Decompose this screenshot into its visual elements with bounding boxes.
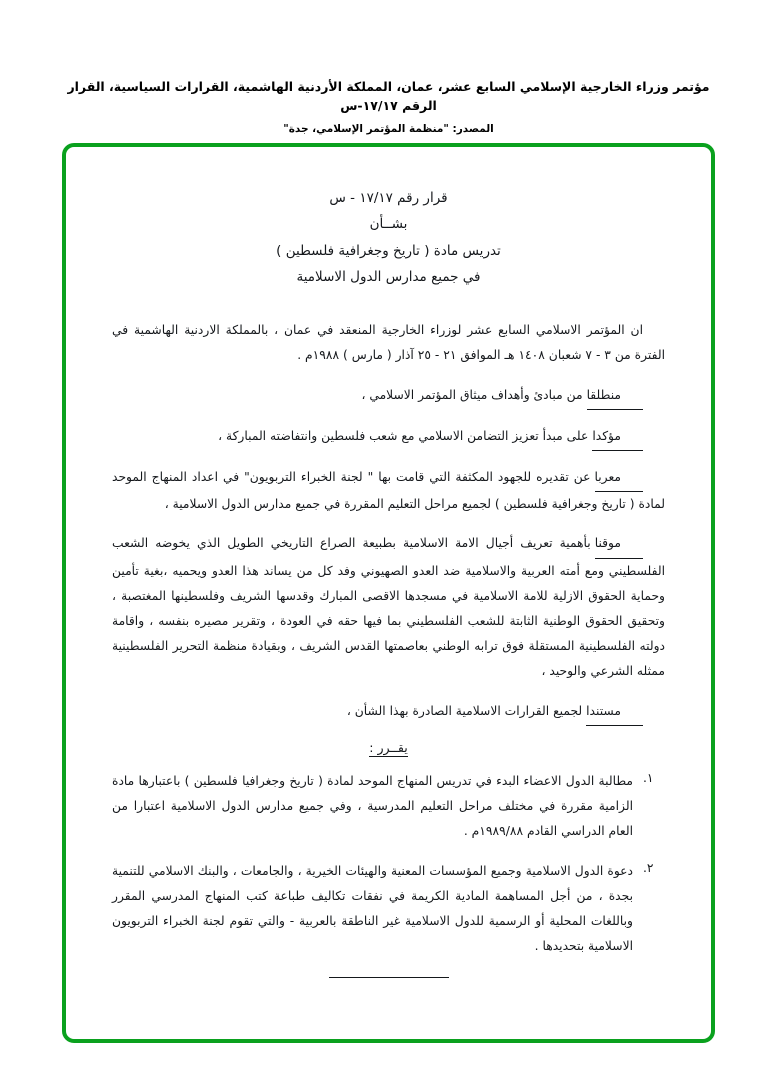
about-label: بشــأن [369,216,408,233]
clause-lead-2: مؤكدا [592,424,643,451]
resolution-items-list [112,769,665,959]
clause-text-2: على مبدأ تعزيز التضامن الاسلامي مع شعب فلسطين وانتفاضته المباركة ، [218,428,589,443]
clause-text-5: لجميع القرارات الاسلامية الصادرة بهذا الشأن ، [346,703,583,718]
list-item [112,859,665,960]
clause-text-4: بأهمية تعريف أجيال الامة الاسلامية بطبيعة الصراع التاريخي الطويل الذي يخوضه الشعب الفلسطيني ومع أمته العربية والاسلامية ضد العدو الصهيوني وفد كل من يساند هذا العدو ويحميه ،بغية تأمين وحماية الحقوق الازلية للامة الاسلامية في مسجدها الاقصى المبارك وقدسها الشريف وفلسطينها المغتصبة ، وتحقيق الحقوق الوطنية الثابتة للشعب الفلسطيني بما فيها حقه في العودة ، وتقرير مصيره بنفسه ، واقامة دولته الفلسطينية المستقلة فوق ترابه الوطني بعاصمتها القدس الشريف ، وبقيادة منظمة التحرير الفلسطينية ممثله الشرعي والوحيد ، [112,536,665,679]
clause-paragraph-3 [112,465,665,517]
clause-paragraph-1 [112,383,665,410]
clause-lead-1: منطلقا [587,383,643,410]
clause-paragraph-4 [112,531,665,684]
clause-lead-5: مستندا [586,699,643,726]
green-frame-border [62,143,715,1043]
item-number-2: ٢. [643,860,654,875]
clause-paragraph-2 [112,424,665,451]
clause-lead-4: موقنا [595,531,643,558]
clause-lead-3: معربا [595,465,643,492]
preamble-paragraph: ان المؤتمر الاسلامي السابع عشر لوزراء الخارجية المنعقد في عمان ، بالمملكة الاردنية الهاشمية في الفترة من ٣ - ٧ شعبان ١٤٠٨ هـ الموافق ٢١ - ٢٥ آذار ( مارس ) ١٩٨٨م . [112,323,665,363]
item-number-1: ١. [643,770,654,785]
document-body [66,147,711,1039]
document-header [0,78,777,135]
item-text-2: دعوة الدول الاسلامية وجميع المؤسسات المعنية والهيئات الخيرية ، والجامعات ، والبنك الاسلامي للتنمية بجدة ، من أجل المساهمة المادية الكريمة في نفقات تكاليف طباعة كتب المنهاج المدرسي المقرر وباللغات المحلية أو الرسمية للدول الاسلامية غير الناطقة بالعربية - والتي تقوم لجنة الخبراء التربويون الاسلامية بتحديدها . [112,863,633,954]
clause-text-3: عن تقديره للجهود المكثفة التي قامت بها " لجنة الخبراء التربويون" في اعداد المنهاج الموحد لمادة ( تاريخ وجغرافية فلسطين ) لجميع مراحل التعليم المقررة في جميع مدارس الدول الاسلامية ، [112,470,665,512]
resolution-number: قرار رقم ١٧/١٧ - س [329,190,448,206]
list-item [112,769,665,845]
header-source: المصدر: "منظمة المؤتمر الإسلامي، جدة" [283,122,494,135]
header-title: مؤتمر وزراء الخارجية الإسلامي السابع عشر، عمان، المملكة الأردنية الهاشمية، القرارات السياسية، القرار الرقم ١٧/١٧-س [67,79,710,113]
resolution-title-block [112,185,665,290]
resolution-content [112,318,665,978]
subject-line-1: تدريس مادة ( تاريخ وجغرافية فلسطين ) [276,242,501,259]
decide-label: يقــرر : [369,739,408,755]
item-text-1: مطالبة الدول الاعضاء البدء في تدريس المنهاج الموحد لمادة ( تاريخ وجغرافيا فلسطين ) باعتبارها مادة الزامية مقررة في مختلف مراحل التعليم المدرسية ، وفي جميع مدارس الدول الاسلامية اعتبارا من العام الدراسي القادم ١٩٨٩/٨٨م . [112,773,633,839]
subject-line-2: في جميع مدارس الدول الاسلامية [296,268,481,285]
clause-paragraph-5 [112,699,665,726]
end-divider [329,977,449,978]
clause-text-1: من مبادئ وأهداف ميثاق المؤتمر الاسلامي ، [361,387,583,402]
